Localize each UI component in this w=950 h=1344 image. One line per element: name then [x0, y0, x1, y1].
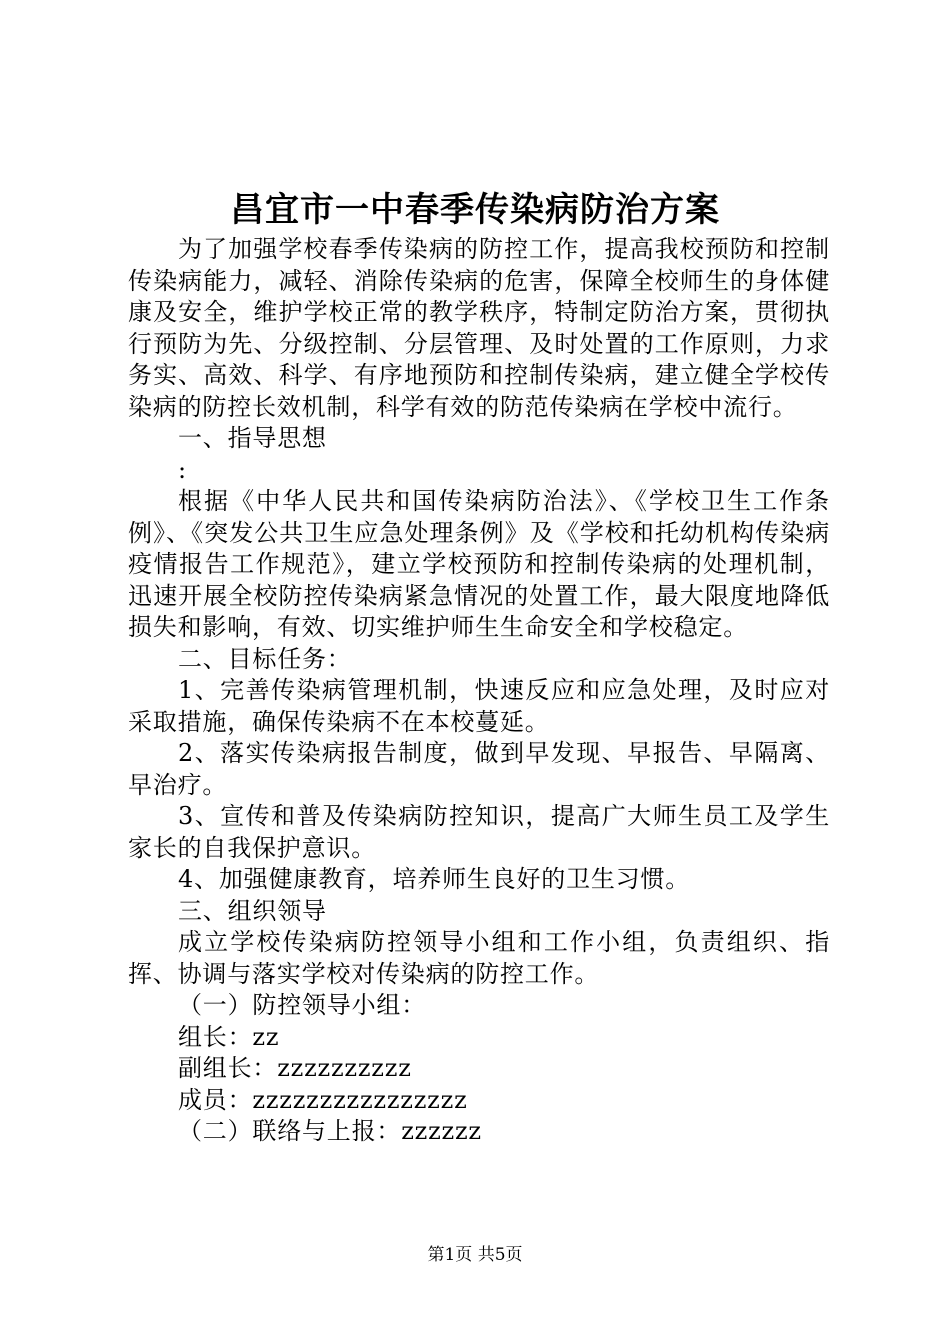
deputy-leader-line: 副组长：zzzzzzzzzz: [178, 1054, 412, 1082]
goal-item-3: 3、宣传和普及传染病防控知识，提高广大师生员工及学生家长的自我保护意识。: [128, 802, 830, 862]
document-title: 昌宜市一中春季传染病防治方案: [230, 190, 720, 230]
section-heading-goals: 二、目标任务：: [178, 644, 352, 673]
subsection-liaison: （二）联络与上报：zzzzzz: [178, 1117, 482, 1145]
basis-paragraph: 根据《中华人民共和国传染病防治法》、《学校卫生工作条例》、《突发公共卫生应急处理条例》及《学校和托幼机构传染病疫情报告工作规范》，建立学校预防和控制传染病的处理机制，迅速开展全校防控传染病紧急情况的处置工作，最大限度地降低损失和影响，有效、切实维护师生生命安全和学校稳定。: [128, 487, 830, 641]
subsection-leading-group: （一）防控领导小组：: [178, 991, 426, 1019]
goal-item-1: 1、完善传染病管理机制，快速反应和应急处理，及时应对采取措施，确保传染病不在本校蔓延。: [128, 676, 830, 736]
goal-item-2: 2、落实传染病报告制度，做到早发现、早报告、早隔离、早治疗。: [128, 739, 830, 799]
section-heading-guiding-ideology: 一、指导思想: [178, 424, 327, 452]
intro-paragraph: 为了加强学校春季传染病的防控工作，提高我校预防和控制传染病能力，减轻、消除传染病的危害，保障全校师生的身体健康及安全，维护学校正常的教学秩序，特制定防治方案，贯彻执行预防为先、分级控制、分层管理、及时处置的工作原则，力求务实、高效、科学、有序地预防和控制传染病，建立健全学校传染病的防控长效机制，科学有效的防范传染病在学校中流行。: [128, 235, 830, 421]
group-leader-line: 组长：zz: [178, 1022, 280, 1051]
organization-paragraph: 成立学校传染病防控领导小组和工作小组，负责组织、指挥、协调与落实学校对传染病的防控工作。: [128, 928, 830, 988]
page-footer: 第1页 共5页: [427, 1245, 523, 1265]
goal-item-4: 4、加强健康教育，培养师生良好的卫生习惯。: [178, 865, 691, 893]
stray-colon: :: [178, 455, 187, 484]
document-body: [128, 234, 830, 1148]
members-line: 成员：zzzzzzzzzzzzzzzz: [178, 1085, 468, 1114]
section-heading-organization: 三、组织领导: [178, 896, 327, 925]
